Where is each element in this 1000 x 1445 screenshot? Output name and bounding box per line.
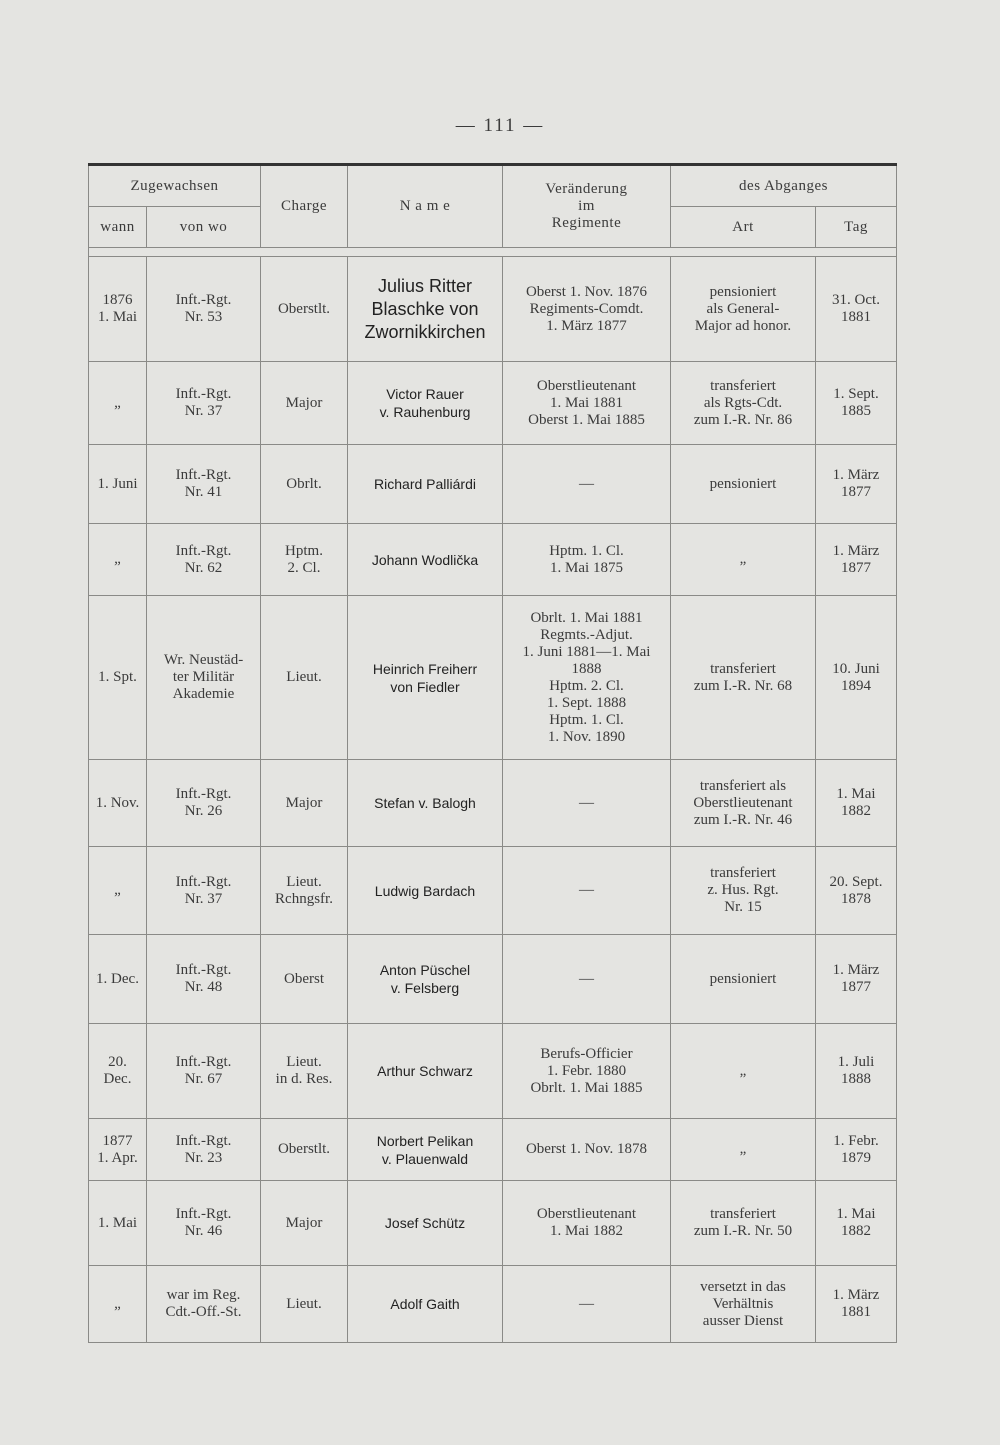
cell-veraenderung <box>503 1119 671 1181</box>
cell-wann <box>89 362 147 445</box>
cell-charge-line: Major <box>285 794 323 811</box>
cell-name-line: Norbert Pelikan <box>376 1132 474 1149</box>
cell-wann-line: 20. <box>108 1054 127 1070</box>
cell-von-wo <box>147 935 261 1024</box>
header-art: Art <box>671 207 816 248</box>
cell-veraenderung-line: Hptm. 1. Cl. <box>549 542 624 559</box>
cell-charge <box>261 935 348 1024</box>
cell-tag-line: 1. Mai <box>836 1206 876 1222</box>
cell-von-wo-line: Inft.-Rgt. <box>175 962 232 978</box>
cell-tag <box>816 257 897 362</box>
cell-name <box>348 1024 503 1119</box>
header-name: N a m e <box>348 165 503 248</box>
cell-name-line: Arthur Schwarz <box>377 1063 473 1079</box>
header-divider <box>89 248 897 257</box>
cell-veraenderung <box>503 1181 671 1266</box>
cell-art-line: transferiert <box>710 377 776 394</box>
cell-wann <box>89 935 147 1024</box>
cell-art-line: transferiert als <box>699 777 787 794</box>
cell-name-line: v. Rauhenburg <box>379 404 471 420</box>
cell-veraenderung <box>503 524 671 596</box>
cell-tag <box>816 847 897 935</box>
cell-charge-line: Lieut. <box>286 873 322 890</box>
cell-tag-line: 1. März <box>832 467 880 483</box>
cell-tag-line: 1879 <box>841 1149 871 1166</box>
cell-veraenderung-line: 1. Mai 1881 <box>550 394 623 411</box>
cell-von-wo-line: Inft.-Rgt. <box>175 542 232 559</box>
cell-name-line: Josef Schütz <box>384 1215 466 1231</box>
cell-wann-line: 1. Nov. <box>95 794 140 811</box>
cell-von-wo-line: Inft.-Rgt. <box>175 873 232 890</box>
cell-charge <box>261 760 348 847</box>
cell-veraenderung <box>503 596 671 760</box>
cell-von-wo-line: Nr. 37 <box>184 890 223 907</box>
cell-wann-line: „ <box>114 394 121 411</box>
cell-charge-line: Hptm. <box>285 542 323 559</box>
cell-art <box>671 524 816 596</box>
cell-von-wo-line: Nr. 67 <box>184 1071 223 1087</box>
cell-wann <box>89 257 147 362</box>
cell-art <box>671 1024 816 1119</box>
cell-tag <box>816 524 897 596</box>
cell-veraenderung-line: Obrlt. 1. Mai 1885 <box>530 1079 643 1096</box>
cell-von-wo-line: Wr. Neustäd- <box>163 652 244 668</box>
header-zugewachsen: Zugewachsen <box>89 165 261 207</box>
cell-art <box>671 935 816 1024</box>
cell-veraenderung-line: 1. Febr. 1880 <box>546 1062 627 1079</box>
cell-wann-line: 1. Dec. <box>96 970 139 987</box>
cell-name-line: Adolf Gaith <box>390 1296 460 1312</box>
cell-von-wo-line: Nr. 46 <box>184 1223 223 1239</box>
cell-art-line: Major ad honor. <box>694 317 792 334</box>
cell-charge-line: 2. Cl. <box>287 559 321 576</box>
cell-veraenderung <box>503 760 671 847</box>
cell-veraenderung <box>503 445 671 524</box>
cell-name-line: Johann Wodlička <box>371 551 479 568</box>
cell-name <box>348 847 503 935</box>
cell-name <box>348 760 503 847</box>
cell-art-line: zum I.-R. Nr. 50 <box>693 1223 793 1239</box>
cell-von-wo <box>147 596 261 760</box>
cell-tag-line: 1882 <box>841 1223 871 1239</box>
header-wann: wann <box>89 207 147 248</box>
cell-von-wo <box>147 362 261 445</box>
cell-tag <box>816 1181 897 1266</box>
cell-wann-line: 1876 <box>102 292 133 308</box>
cell-veraenderung-line: Hptm. 2. Cl. <box>549 677 624 694</box>
cell-art-line: pensioniert <box>709 283 777 300</box>
cell-von-wo <box>147 1181 261 1266</box>
cell-art-line: transferiert <box>710 865 776 881</box>
cell-wann <box>89 1266 147 1343</box>
cell-charge <box>261 1181 348 1266</box>
cell-von-wo-line: Nr. 26 <box>184 803 223 819</box>
cell-tag-line: 1. Febr. <box>833 1132 879 1149</box>
cell-name-line: Anton Püschel <box>379 962 471 978</box>
table-body <box>89 257 897 1343</box>
table-row <box>89 1266 897 1343</box>
cell-veraenderung-line: Oberst 1. Mai 1885 <box>528 411 645 428</box>
cell-charge-line: Lieut. <box>286 1054 322 1070</box>
cell-charge <box>261 257 348 362</box>
cell-charge <box>261 596 348 760</box>
cell-von-wo <box>147 445 261 524</box>
cell-veraenderung <box>503 935 671 1024</box>
cell-art-line: ausser Dienst <box>702 1312 784 1329</box>
cell-veraenderung-line: 1. Sept. 1888 <box>546 694 627 711</box>
officer-register-table <box>88 163 897 1343</box>
cell-tag-line: 1877 <box>841 484 871 500</box>
cell-von-wo-line: Nr. 62 <box>184 559 223 576</box>
cell-von-wo <box>147 1024 261 1119</box>
cell-art-line: pensioniert <box>709 970 777 987</box>
cell-art-line: als Rgts-Cdt. <box>703 394 783 411</box>
cell-name-line: Blaschke von <box>371 298 479 319</box>
cell-von-wo-line: Inft.-Rgt. <box>175 1206 232 1222</box>
cell-veraenderung-line: 1. Nov. 1890 <box>547 728 626 745</box>
cell-charge <box>261 362 348 445</box>
cell-wann-line: 1. Mai <box>97 1214 138 1231</box>
cell-tag-line: 1878 <box>841 890 871 907</box>
cell-veraenderung-line: Regmts.-Adjut. <box>540 626 633 643</box>
cell-wann <box>89 1181 147 1266</box>
cell-tag <box>816 362 897 445</box>
cell-tag-line: 1. Sept. <box>833 386 879 402</box>
table-row <box>89 257 897 362</box>
cell-veraenderung-line: Oberst 1. Nov. 1876 <box>525 283 648 300</box>
cell-charge-line: Oberst <box>284 970 324 987</box>
cell-tag <box>816 596 897 760</box>
cell-von-wo-line: war im Reg. <box>166 1287 241 1303</box>
cell-von-wo-line: Akademie <box>172 686 235 702</box>
cell-veraenderung-line: — <box>579 970 594 987</box>
cell-wann-line: „ <box>114 1295 121 1312</box>
cell-art-line: transferiert <box>710 1206 776 1222</box>
cell-tag-line: 1. März <box>832 962 880 978</box>
cell-name-line: von Fiedler <box>390 678 460 695</box>
cell-art-line: zum I.-R. Nr. 46 <box>693 811 793 828</box>
cell-art-line: Verhältnis <box>712 1295 774 1312</box>
table-row <box>89 1119 897 1181</box>
cell-art <box>671 596 816 760</box>
cell-name <box>348 1119 503 1181</box>
cell-art-line: z. Hus. Rgt. <box>707 882 779 898</box>
header-von-wo: von wo <box>147 207 261 248</box>
cell-charge <box>261 847 348 935</box>
cell-von-wo <box>147 1266 261 1343</box>
cell-wann-line: 1. Mai <box>97 309 138 325</box>
cell-von-wo-line: Inft.-Rgt. <box>175 386 232 402</box>
cell-name-line: Ludwig Bardach <box>374 882 476 899</box>
table-header <box>89 165 897 257</box>
cell-wann <box>89 760 147 847</box>
cell-name <box>348 445 503 524</box>
cell-veraenderung-line: Regiments-Comdt. <box>529 300 644 317</box>
cell-tag <box>816 1266 897 1343</box>
table-row <box>89 445 897 524</box>
cell-tag-line: 10. Juni <box>832 660 880 677</box>
cell-von-wo-line: Nr. 48 <box>184 979 223 995</box>
cell-tag-line: 1881 <box>841 309 871 325</box>
table-row <box>89 760 897 847</box>
table-row <box>89 362 897 445</box>
table-row <box>89 596 897 760</box>
cell-veraenderung-line: Berufs-Officier <box>540 1045 633 1062</box>
cell-wann-line: 1. Apr. <box>97 1149 138 1166</box>
cell-veraenderung <box>503 1024 671 1119</box>
cell-tag <box>816 760 897 847</box>
cell-charge <box>261 445 348 524</box>
cell-art-line: „ <box>739 551 747 567</box>
header-tag: Tag <box>816 207 897 248</box>
header-des-abganges: des Abganges <box>671 165 897 207</box>
cell-name <box>348 596 503 760</box>
table-row <box>89 935 897 1024</box>
cell-charge-line: Oberstlt. <box>277 1141 331 1157</box>
cell-veraenderung-line: Obrlt. 1. Mai 1881 <box>530 609 643 626</box>
cell-art <box>671 445 816 524</box>
cell-wann-line: „ <box>114 882 121 898</box>
cell-tag <box>816 1119 897 1181</box>
table-row <box>89 1181 897 1266</box>
cell-charge <box>261 1266 348 1343</box>
cell-name-line: Julius Ritter <box>377 275 473 296</box>
cell-von-wo-line: Inft.-Rgt. <box>175 1132 232 1149</box>
cell-veraenderung-line: Hptm. 1. Cl. <box>549 711 624 728</box>
header-veraenderung-line: Regimente <box>551 215 622 231</box>
cell-von-wo <box>147 847 261 935</box>
cell-name-line: Zwornikkirchen <box>364 321 486 342</box>
cell-veraenderung-line: — <box>579 1295 594 1312</box>
cell-art-line: zum I.-R. Nr. 86 <box>693 411 793 428</box>
cell-wann-line: Dec. <box>103 1071 132 1087</box>
cell-wann-line: 1877 <box>102 1132 133 1149</box>
cell-name-line: Richard Palliárdi <box>374 476 476 492</box>
cell-veraenderung-line: 1. März 1877 <box>546 317 627 334</box>
cell-charge-line: Oberstlt. <box>277 300 331 317</box>
cell-tag-line: 20. Sept. <box>829 873 883 890</box>
cell-wann-line: „ <box>114 551 121 567</box>
cell-von-wo-line: Inft.-Rgt. <box>175 292 232 308</box>
table-row <box>89 847 897 935</box>
cell-wann <box>89 1119 147 1181</box>
cell-art-line: pensioniert <box>709 475 777 492</box>
cell-tag-line: 1877 <box>841 559 871 576</box>
cell-charge-line: Obrlt. <box>286 475 322 492</box>
cell-von-wo <box>147 1119 261 1181</box>
cell-charge-line: Major <box>285 1214 323 1231</box>
cell-von-wo <box>147 257 261 362</box>
cell-tag <box>816 935 897 1024</box>
cell-art-line: zum I.-R. Nr. 68 <box>693 677 793 694</box>
cell-art <box>671 1181 816 1266</box>
cell-art-line: „ <box>739 1141 747 1157</box>
cell-von-wo <box>147 760 261 847</box>
cell-charge-line: Lieut. <box>286 669 322 685</box>
cell-von-wo-line: Inft.-Rgt. <box>175 786 232 802</box>
cell-von-wo-line: ter Militär <box>172 669 235 685</box>
cell-name-line: Stefan v. Balogh <box>374 795 476 811</box>
cell-tag-line: 1. März <box>832 542 880 559</box>
cell-name-line: Victor Rauer <box>386 386 464 402</box>
cell-tag-line: 1877 <box>841 979 871 995</box>
table-row <box>89 524 897 596</box>
cell-von-wo <box>147 524 261 596</box>
cell-art-line: Nr. 15 <box>724 899 762 915</box>
cell-name <box>348 524 503 596</box>
cell-wann <box>89 445 147 524</box>
cell-tag-line: 1881 <box>841 1304 871 1320</box>
cell-wann <box>89 847 147 935</box>
cell-tag <box>816 445 897 524</box>
cell-charge-line: Major <box>285 394 323 411</box>
header-veraenderung-line: Veränderung <box>545 181 628 197</box>
cell-name <box>348 935 503 1024</box>
cell-veraenderung <box>503 1266 671 1343</box>
cell-art <box>671 1119 816 1181</box>
cell-art-line: als General- <box>706 300 780 317</box>
cell-veraenderung-line: 1. Juni 1881—1. Mai <box>522 643 651 660</box>
cell-name <box>348 257 503 362</box>
cell-tag-line: 1. Mai <box>836 786 876 802</box>
cell-art-line: versetzt in das <box>700 1278 786 1295</box>
cell-veraenderung-line: Oberst 1. Nov. 1878 <box>525 1141 648 1157</box>
cell-name <box>348 1266 503 1343</box>
table-row <box>89 1024 897 1119</box>
cell-tag-line: 1882 <box>841 803 871 819</box>
cell-veraenderung <box>503 257 671 362</box>
header-veraenderung <box>503 165 671 248</box>
cell-von-wo-line: Nr. 41 <box>184 484 223 500</box>
cell-art <box>671 760 816 847</box>
cell-name <box>348 362 503 445</box>
cell-tag <box>816 1024 897 1119</box>
cell-art <box>671 1266 816 1343</box>
cell-wann <box>89 596 147 760</box>
cell-art <box>671 362 816 445</box>
cell-tag-line: 31. Oct. <box>832 292 880 308</box>
cell-tag-line: 1885 <box>841 403 871 419</box>
cell-art-line: „ <box>739 1062 747 1079</box>
cell-charge <box>261 1024 348 1119</box>
cell-veraenderung-line: 1. Mai 1882 <box>550 1223 623 1239</box>
cell-tag-line: 1. Juli <box>837 1054 875 1070</box>
cell-von-wo-line: Nr. 23 <box>184 1149 223 1166</box>
cell-veraenderung-line: 1888 <box>571 660 602 677</box>
cell-von-wo-line: Cdt.-Off.-St. <box>165 1304 242 1320</box>
cell-charge-line: Rchngsfr. <box>275 890 333 907</box>
cell-wann-line: 1. Juni <box>97 475 138 492</box>
cell-veraenderung-line: — <box>579 475 594 492</box>
cell-name-line: v. Plauenwald <box>381 1150 469 1167</box>
cell-name <box>348 1181 503 1266</box>
cell-tag-line: 1. März <box>832 1287 880 1303</box>
cell-tag-line: 1894 <box>841 677 871 694</box>
cell-veraenderung-line: 1. Mai 1875 <box>550 559 623 576</box>
cell-veraenderung-line: Oberstlieutenant <box>536 377 637 394</box>
cell-name-line: v. Felsberg <box>390 980 460 996</box>
cell-charge <box>261 1119 348 1181</box>
cell-von-wo-line: Inft.-Rgt. <box>175 467 232 483</box>
cell-charge-line: Lieut. <box>286 1295 322 1312</box>
cell-tag-line: 1888 <box>841 1071 871 1087</box>
cell-name-line: Heinrich Freiherr <box>372 660 478 677</box>
page-number: — 111 — <box>455 115 545 136</box>
cell-wann-line: 1. Spt. <box>98 669 137 685</box>
header-charge: Charge <box>261 165 348 248</box>
cell-art-line: Oberstlieutenant <box>693 794 793 811</box>
cell-von-wo-line: Inft.-Rgt. <box>175 1054 232 1070</box>
cell-veraenderung-line: Oberstlieutenant <box>536 1206 637 1222</box>
cell-art <box>671 257 816 362</box>
header-veraenderung-line: im <box>578 198 595 214</box>
cell-art <box>671 847 816 935</box>
cell-von-wo-line: Nr. 53 <box>184 309 223 325</box>
cell-veraenderung <box>503 847 671 935</box>
cell-charge-line: in d. Res. <box>275 1071 333 1087</box>
cell-art-line: transferiert <box>710 660 776 677</box>
cell-wann <box>89 1024 147 1119</box>
cell-charge <box>261 524 348 596</box>
cell-wann <box>89 524 147 596</box>
cell-veraenderung-line: — <box>579 882 594 898</box>
cell-veraenderung <box>503 362 671 445</box>
cell-veraenderung-line: — <box>579 794 594 811</box>
cell-von-wo-line: Nr. 37 <box>184 403 223 419</box>
